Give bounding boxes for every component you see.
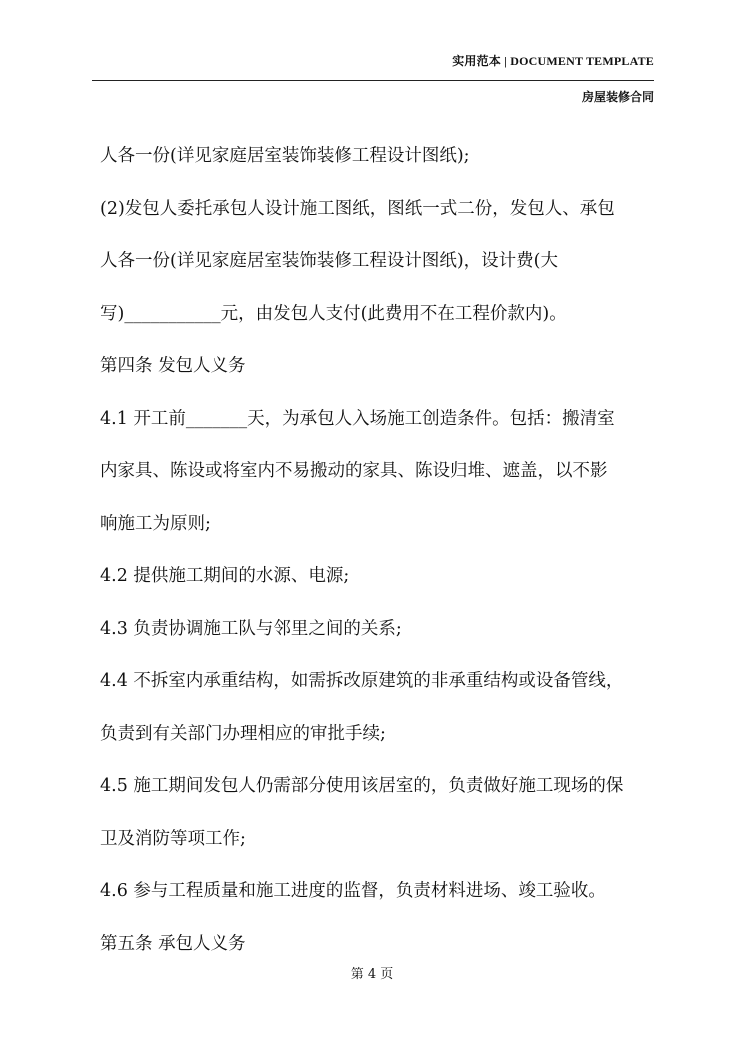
body-line: 4.2 提供施工期间的水源、电源; [100, 566, 350, 586]
body-line: 响施工为原则; [100, 513, 211, 534]
body-line: 4.5 施工期间发包人仍需部分使用该居室的，负责做好施工现场的保 [100, 776, 624, 796]
body-line: 负责到有关部门办理相应的审批手续; [100, 723, 386, 744]
header-divider [92, 80, 654, 81]
section-heading: 第五条 承包人义务 [100, 933, 246, 954]
body-line: 人各一份(详见家庭居室装饰装修工程设计图纸)，设计费(大 [100, 251, 558, 271]
body-line: 写)___________元，由发包人支付(此费用不在工程价款内)。 [100, 303, 567, 324]
body-line: 卫及消防等项工作; [100, 828, 246, 849]
document-body [100, 130, 656, 970]
body-line: 4.4 不拆室内承重结构，如需拆改原建筑的非承重结构或设备管线， [100, 671, 624, 691]
body-line: 内家具、陈设或将室内不易搬动的家具、陈设归堆、遮盖，以不影 [100, 461, 608, 481]
body-line: 4.1 开工前_______天，为承包人入场施工创造条件。包括：搬清室 [100, 408, 615, 429]
header-contract-title: 房屋装修合同 [581, 90, 654, 104]
body-line: 人各一份(详见家庭居室装饰装修工程设计图纸); [100, 146, 470, 166]
header-document-template: 实用范本 | DOCUMENT TEMPLATE [452, 54, 654, 68]
section-heading: 第四条 发包人义务 [100, 356, 246, 376]
page-number: 第 4 页 [350, 967, 394, 982]
body-line: 4.6 参与工程质量和施工进度的监督，负责材料进场、竣工验收。 [100, 881, 606, 901]
body-line: 4.3 负责协调施工队与邻里之间的关系; [100, 618, 402, 639]
body-line: (2)发包人委托承包人设计施工图纸，图纸一式二份，发包人、承包 [100, 198, 615, 219]
